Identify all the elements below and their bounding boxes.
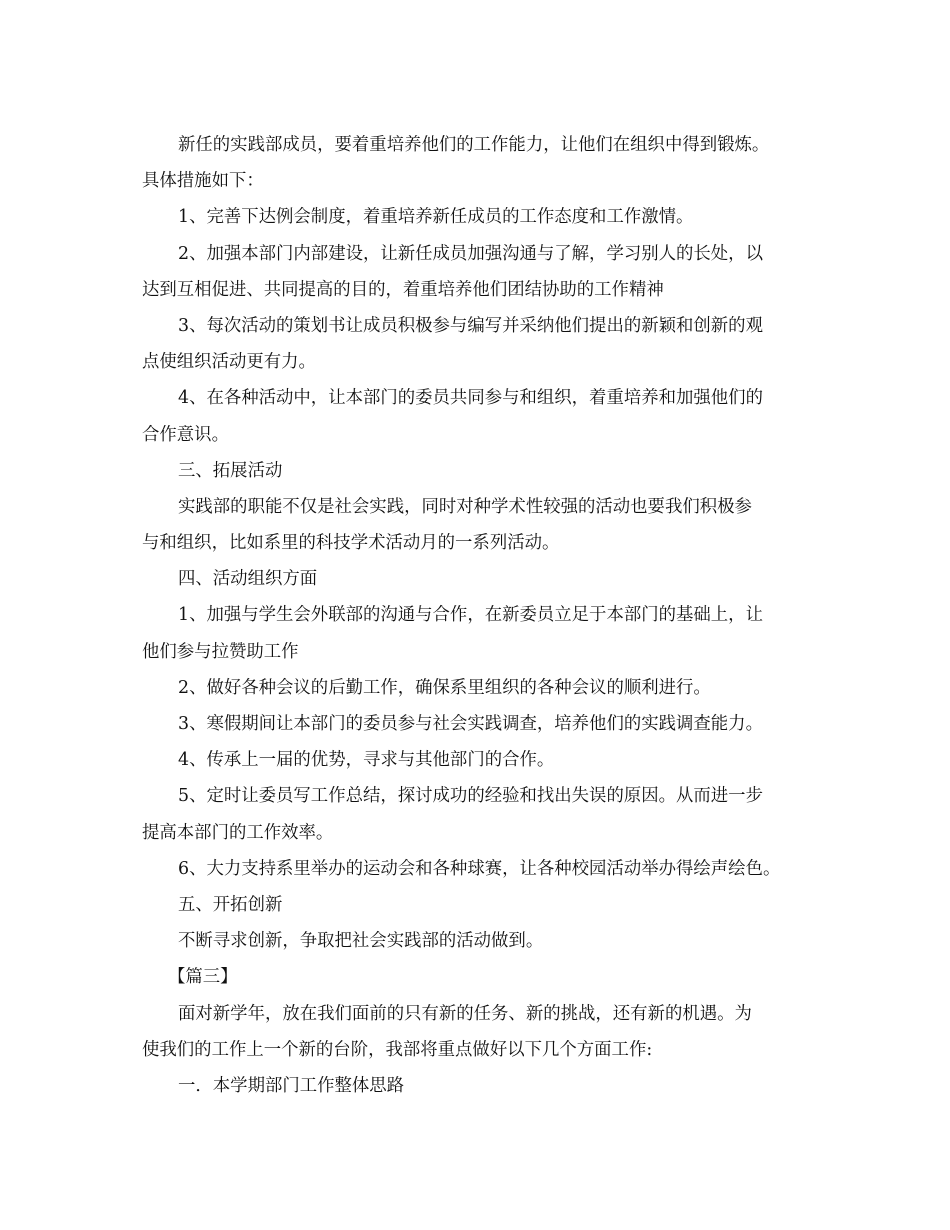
text-line: 实践部的职能不仅是社会实践，同时对种学术性较强的活动也要我们积极参	[178, 496, 752, 517]
text-line: 3、每次活动的策划书让成员积极参与编写并采纳他们提出的新颖和创新的观	[178, 315, 763, 336]
text-line: 面对新学年，放在我们面前的只有新的任务、新的挑战，还有新的机遇。为	[178, 1003, 752, 1024]
text-line: 6、大力支持系里举办的运动会和各种球赛，让各种校园活动举办得绘声绘色。	[178, 858, 781, 879]
text-line: 一．本学期部门工作整体思路	[178, 1075, 405, 1096]
text-line: 具体措施如下：	[142, 171, 264, 192]
text-line: 提高本部门的工作效率。	[142, 822, 334, 843]
text-line: 5、定时让委员写工作总结，探讨成功的经验和找出失误的原因。从而进一步	[178, 786, 763, 807]
text-line: 合作意识。	[142, 424, 229, 445]
section-heading: 【篇三】	[168, 967, 238, 988]
text-line: 1、完善下达例会制度，着重培养新任成员的工作态度和工作激情。	[178, 207, 694, 228]
text-line: 四、活动组织方面	[178, 569, 318, 590]
text-line: 五、开拓创新	[178, 894, 283, 915]
text-line: 与和组织，比如系里的科技学术活动月的一系列活动。	[142, 533, 560, 554]
text-line: 2、加强本部门内部建设，让新任成员加强沟通与了解，学习别人的长处，以	[178, 243, 763, 264]
document-body	[142, 127, 817, 1104]
text-line: 三、拓展活动	[178, 460, 283, 481]
text-line: 不断寻求创新，争取把社会实践部的活动做到。	[178, 931, 544, 952]
text-line: 达到互相促进、共同提高的目的，着重培养他们团结协助的工作精神	[142, 279, 664, 300]
text-line: 2、做好各种会议的后勤工作，确保系里组织的各种会议的顺利进行。	[178, 677, 711, 698]
text-line: 4、在各种活动中，让本部门的委员共同参与和组织，着重培养和加强他们的	[178, 388, 763, 409]
text-line: 点使组织活动更有力。	[142, 352, 316, 373]
text-line: 1、加强与学生会外联部的沟通与合作，在新委员立足于本部门的基础上，让	[178, 605, 763, 626]
text-line: 3、寒假期间让本部门的委员参与社会实践调查，培养他们的实践调查能力。	[178, 714, 763, 734]
text-line: 使我们的工作上一个新的台阶，我部将重点做好以下几个方面工作:	[142, 1039, 653, 1060]
text-line: 他们参与拉赞助工作	[142, 641, 299, 662]
text-line: 4、传承上一届的优势，寻求与其他部门的合作。	[178, 750, 555, 771]
text-line: 新任的实践部成员，要着重培养他们的工作能力，让他们在组织中得到锻炼。	[178, 135, 770, 155]
